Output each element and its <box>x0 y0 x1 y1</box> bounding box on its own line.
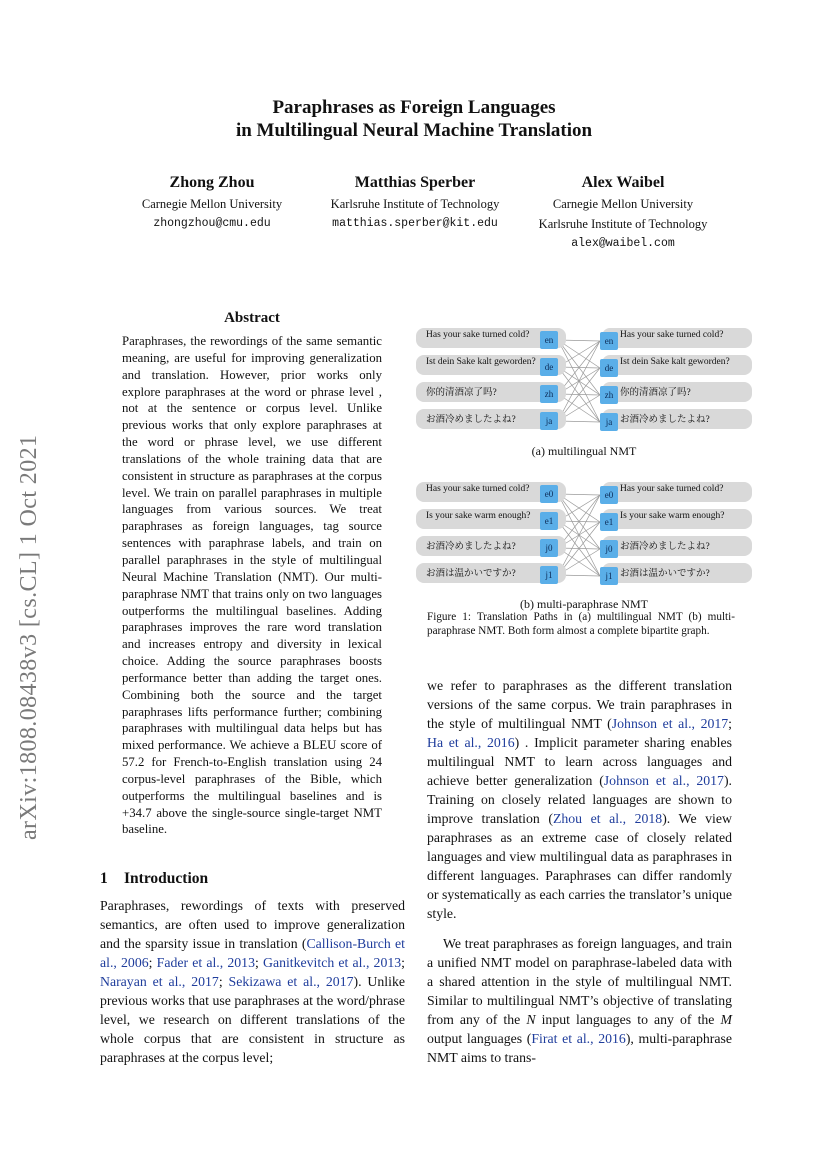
text-run: we refer to paraphrases as the different translation versions of the same corpus. We train paraphrases in the style of multilingual NMT ( <box>427 678 732 731</box>
target-language-tag: e1 <box>600 513 618 531</box>
target-sentence: Is your sake warm enough? <box>620 511 725 521</box>
intro-paragraph <box>100 896 405 1067</box>
text-run: ; <box>401 955 405 970</box>
author-block <box>503 172 743 254</box>
source-sentence: 你的清酒凉了吗? <box>426 388 497 398</box>
target-sentence: お酒冷めましたよね? <box>620 542 710 552</box>
author-name: Alex Waibel <box>581 174 665 191</box>
source-sentence: お酒冷めましたよね? <box>426 415 516 425</box>
target-sentence: お酒冷めましたよね? <box>620 415 710 425</box>
sentence-pair-row <box>416 328 752 348</box>
author-name: Zhong Zhou <box>169 174 255 191</box>
citation-link[interactable]: Callison-Burch et al., 2006 <box>100 936 405 970</box>
figure-subcaption-b: (b) multi-paraphrase NMT <box>520 597 648 611</box>
sentence-pair-row <box>416 409 752 429</box>
author-email[interactable]: matthias.sperber@kit.edu <box>332 217 498 230</box>
sentence-pair-row <box>416 509 752 529</box>
author-affiliation-2: Karlsruhe Institute of Technology <box>538 217 708 231</box>
text-run: ; <box>218 974 229 989</box>
text-run: ; <box>254 955 263 970</box>
figure-multi-paraphrase-nmt <box>416 482 752 594</box>
source-sentence: お酒は温かいですか? <box>426 569 516 579</box>
source-language-tag: e1 <box>540 512 558 530</box>
math-variable: M <box>720 1012 732 1027</box>
abstract-text: Paraphrases, the rewordings of the same semantic meaning, are useful for improving generalization and translation. However, prior works only explore paraphrases at the word or phrase level , not at the sentence or corpus level. Unlike previous works that only explore paraphrases at the word or phrase level, we use different translations of the whole training data that are consistent in structure as paraphrases at the corpus level. We train on parallel paraphrases in multiple languages from various sources. We treat paraphrases as foreign languages, tag source sentences with paraphrase labels, and train on parallel paraphrases in the style of multilingual Neural Machine Translation (NMT). Our multi-paraphrase NMT that trains only on two languages outperforms the multilingual baselines. Adding paraphrases improves the rare word translation and increases entropy and diversity in lexical choice. Adding the source paraphrases boosts performance better than adding the target ones. Combining both the source and the target paraphrases lifts performance further; combining paraphrases with multilingual data helps but has mixed performance. We achieve a BLEU score of 57.2 for French-to-English translation using 24 corpus-level paraphrases of the Bible, which outperforms the multilingual baselines and is +34.7 above the single-source single-target NMT baseline. <box>122 334 382 837</box>
source-language-tag: j0 <box>540 539 558 557</box>
target-sentence: Has your sake turned cold? <box>620 330 724 340</box>
text-run: ). Unlike previous works that use paraphrases at the word/phrase level, we research on different translations of the whole corpus that are consistent in structure as paraphrases at the corpus level; <box>100 974 405 1065</box>
text-run: ; <box>728 716 733 731</box>
text-run: ). Training on closely related languages are shown to improve translation ( <box>427 773 732 826</box>
citation-link[interactable]: Johnson et al., 2017 <box>603 773 724 788</box>
sentence-pair-row <box>416 355 752 375</box>
author-affiliation: Karlsruhe Institute of Technology <box>330 197 500 211</box>
figure-multilingual-nmt <box>416 328 752 440</box>
target-language-tag: zh <box>600 386 618 404</box>
text-run: ; <box>148 955 157 970</box>
source-language-tag: ja <box>540 412 558 430</box>
math-variable: N <box>526 1012 536 1027</box>
source-language-tag: en <box>540 331 558 349</box>
text-run: ), multi-paraphrase NMT aims to trans- <box>427 1031 733 1065</box>
citation-link[interactable]: Sekizawa et al., 2017 <box>228 974 354 989</box>
author-email[interactable]: alex@waibel.com <box>571 237 675 250</box>
target-sentence: お酒は温かいですか? <box>620 569 710 579</box>
target-sentence: Ist dein Sake kalt geworden? <box>620 357 730 367</box>
source-language-tag: zh <box>540 385 558 403</box>
section-heading-introduction <box>100 870 208 888</box>
abstract-heading: Abstract <box>224 310 280 326</box>
target-language-tag: e0 <box>600 486 618 504</box>
target-sentence: Has your sake turned cold? <box>620 484 724 494</box>
target-sentence-box <box>602 563 752 583</box>
arxiv-identifier: arXiv:1808.08438v3 [cs.CL] 1 Oct 2021 <box>16 434 42 840</box>
citation-link[interactable]: Narayan et al., 2017 <box>100 974 219 989</box>
paper-title <box>0 96 828 142</box>
author-block <box>295 172 535 234</box>
source-sentence: Has your sake turned cold? <box>426 330 530 340</box>
target-sentence-box <box>602 536 752 556</box>
target-language-tag: en <box>600 332 618 350</box>
title-line-2: in Multilingual Neural Machine Translation <box>235 120 593 141</box>
target-sentence-box <box>602 355 752 375</box>
text-run: ) . Implicit parameter sharing enables multilingual NMT to learn across languages and achieve better generalization ( <box>427 735 732 788</box>
target-language-tag: ja <box>600 413 618 431</box>
target-language-tag: j0 <box>600 540 618 558</box>
target-sentence-box <box>602 409 752 429</box>
figure-caption: Figure 1: Translation Paths in (a) multilingual NMT (b) multi-paraphrase NMT. Both form almost a complete bipartite graph. <box>427 611 735 637</box>
target-sentence-box <box>602 509 752 529</box>
source-language-tag: j1 <box>540 566 558 584</box>
text-run: ). We view paraphrases as an extreme case of closely related languages and view multilingual data as paraphrases in different languages. Paraphrases can differ randomly or systematically as each carries the translator’s unique style. <box>427 811 732 921</box>
text-run: output languages ( <box>427 1031 532 1046</box>
source-language-tag: de <box>540 358 558 376</box>
sentence-pair-row <box>416 482 752 502</box>
text-run: Paraphrases, rewordings of texts with preserved semantics, are often used to improve generalization and the sparsity issue in translation ( <box>100 898 405 951</box>
author-affiliation: Carnegie Mellon University <box>552 197 694 211</box>
author-email[interactable]: zhongzhou@cmu.edu <box>153 217 271 230</box>
text-run: We treat paraphrases as foreign languages, and train a unified NMT model on paraphrase-labeled data with a shared attention in the style of multilingual NMT. Similar to multilingual NMT’s objective of translating from any of the <box>427 936 732 1027</box>
source-sentence: Has your sake turned cold? <box>426 484 530 494</box>
citation-link[interactable]: Zhou et al., 2018 <box>552 811 663 826</box>
citation-link[interactable]: Ganitkevitch et al., 2013 <box>262 955 402 970</box>
target-sentence-box <box>602 382 752 402</box>
target-language-tag: j1 <box>600 567 618 585</box>
target-sentence-box <box>602 328 752 348</box>
source-language-tag: e0 <box>540 485 558 503</box>
citation-link[interactable]: Johnson et al., 2017 <box>611 716 729 731</box>
sentence-pair-row <box>416 563 752 583</box>
right-paragraph-2 <box>427 934 732 1067</box>
text-run: input languages to any of the <box>535 1012 721 1027</box>
section-title: Introduction <box>124 870 209 887</box>
target-sentence: 你的清酒凉了吗? <box>620 388 691 398</box>
sentence-pair-row <box>416 536 752 556</box>
right-paragraph-1 <box>427 676 732 923</box>
figure-subcaption-a: (a) multilingual NMT <box>531 444 637 458</box>
source-sentence: Is your sake warm enough? <box>426 511 531 521</box>
target-sentence-box <box>602 482 752 502</box>
sentence-pair-row <box>416 382 752 402</box>
title-line-1: Paraphrases as Foreign Languages <box>272 97 556 118</box>
citation-link[interactable]: Ha et al., 2016 <box>427 735 515 750</box>
source-sentence: お酒冷めましたよね? <box>426 542 516 552</box>
target-language-tag: de <box>600 359 618 377</box>
source-sentence: Ist dein Sake kalt geworden? <box>426 357 536 367</box>
citation-link[interactable]: Firat et al., 2016 <box>531 1031 626 1046</box>
author-name: Matthias Sperber <box>354 174 476 191</box>
section-number: 1 <box>100 870 108 887</box>
author-affiliation: Carnegie Mellon University <box>141 197 283 211</box>
citation-link[interactable]: Fader et al., 2013 <box>156 955 255 970</box>
